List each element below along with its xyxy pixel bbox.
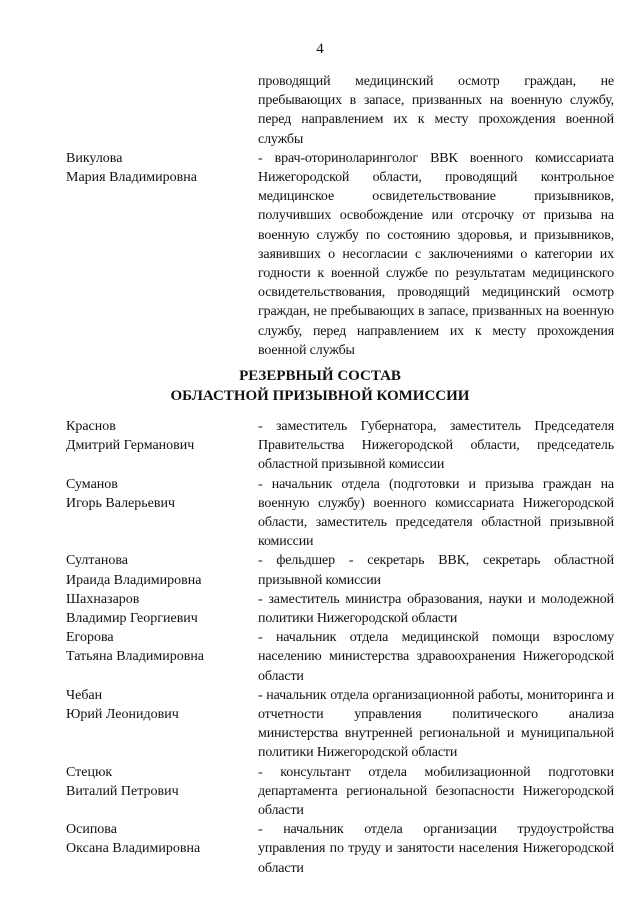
member-name: [66, 417, 251, 455]
page-number: 4: [316, 41, 324, 57]
member-duties: - начальник отдела (подготовки и призыва граждан на военную службу) военного комиссариата Нижегородской области, заместитель председателя областной призывной комиссии: [258, 476, 614, 550]
member-surname: Осипова: [66, 822, 117, 838]
member-entry-continuation: [0, 72, 640, 149]
reserve-commission-list: [0, 417, 640, 878]
member-given-names: Юрий Леонидович: [66, 707, 179, 723]
member-surname: Суманов: [66, 476, 118, 492]
member-name: [66, 686, 251, 724]
member-duties: проводящий медицинский осмотр граждан, не пребывающих в запасе, призванных на военную службу, перед направлением их к месту прохождения военной службы: [258, 74, 614, 147]
member-duties: - фельдшер - секретарь ВВК, секретарь областной призывной комиссии: [258, 553, 614, 588]
member-duties: - консультант отдела мобилизационной подготовки департамента региональной безопасности Нижегородской области: [258, 764, 614, 819]
member-name: [66, 551, 251, 589]
member-given-names: Владимир Георгиевич: [66, 611, 198, 627]
member-given-names: Дмитрий Германович: [66, 438, 195, 454]
member-given-names: Виталий Петрович: [66, 783, 179, 799]
section-heading: [0, 366, 640, 406]
member-duties: - заместитель Губернатора, заместитель Председателя Правительства Нижегородской области, председатель областной призывной комиссии: [258, 419, 614, 473]
member-entry: [0, 590, 640, 628]
member-entry: [0, 149, 640, 360]
member-entry: [0, 628, 640, 686]
section-heading-line-1: РЕЗЕРВНЫЙ СОСТАВ: [239, 368, 401, 384]
member-entry: [0, 686, 640, 763]
member-surname: Егорова: [66, 630, 114, 646]
member-given-names: Оксана Владимировна: [66, 841, 201, 857]
member-name: [66, 628, 251, 666]
member-entry: [0, 417, 640, 475]
member-entry: [0, 551, 640, 589]
member-given-names: Игорь Валерьевич: [66, 495, 176, 511]
member-given-names: Ираида Владимировна: [66, 572, 202, 588]
member-name: [66, 149, 251, 187]
member-surname: Краснов: [66, 419, 116, 434]
member-given-names: Мария Владимировна: [66, 170, 197, 186]
member-surname: Викулова: [66, 150, 123, 166]
member-name: [66, 475, 251, 513]
member-surname: Стецюк: [66, 764, 113, 780]
member-duties: - начальник отдела организации трудоустройства управления по труду и занятости населения Нижегородской области: [258, 822, 614, 876]
member-duties: - начальник отдела организационной работы, мониторинга и отчетности управления политического анализа министерства внутренней региональной и муниципальной политики Нижегородской области: [258, 687, 614, 761]
member-duties: - начальник отдела медицинской помощи взрослому населению министерства здравоохранения Нижегородской области: [258, 630, 614, 684]
member-name: [66, 590, 251, 628]
member-given-names: Татьяна Владимировна: [66, 649, 205, 665]
member-entry: [0, 475, 640, 552]
member-surname: Султанова: [66, 553, 128, 569]
section-heading-line-2: ОБЛАСТНОЙ ПРИЗЫВНОЙ КОМИССИИ: [170, 388, 470, 404]
member-name: [66, 820, 251, 858]
member-surname: Чебан: [66, 687, 103, 703]
member-surname: Шахназаров: [66, 591, 140, 607]
member-duties: - заместитель министра образования, науки и молодежной политики Нижегородской области: [258, 591, 614, 627]
member-entry: [0, 763, 640, 821]
member-name: [66, 763, 251, 801]
member-duties: - врач-оториноларинголог ВВК военного комиссариата Нижегородской области, проводящий контрольное медицинское освидетельствование призывников, получивших освобождение или отсрочку от призыва на военную службу по состоянию здоровья, и призывников, заявивших о несогласии с заключениями о категории их годности к военной службе по результатам медицинского освидетельствования, проводящий медицинский осмотр граждан, не пребывающих в запасе, призванных на военную службу, перед направлением их к месту прохождения военной службы: [258, 150, 614, 358]
member-entry: [0, 820, 640, 878]
main-commission-list-continuation: [0, 72, 640, 360]
